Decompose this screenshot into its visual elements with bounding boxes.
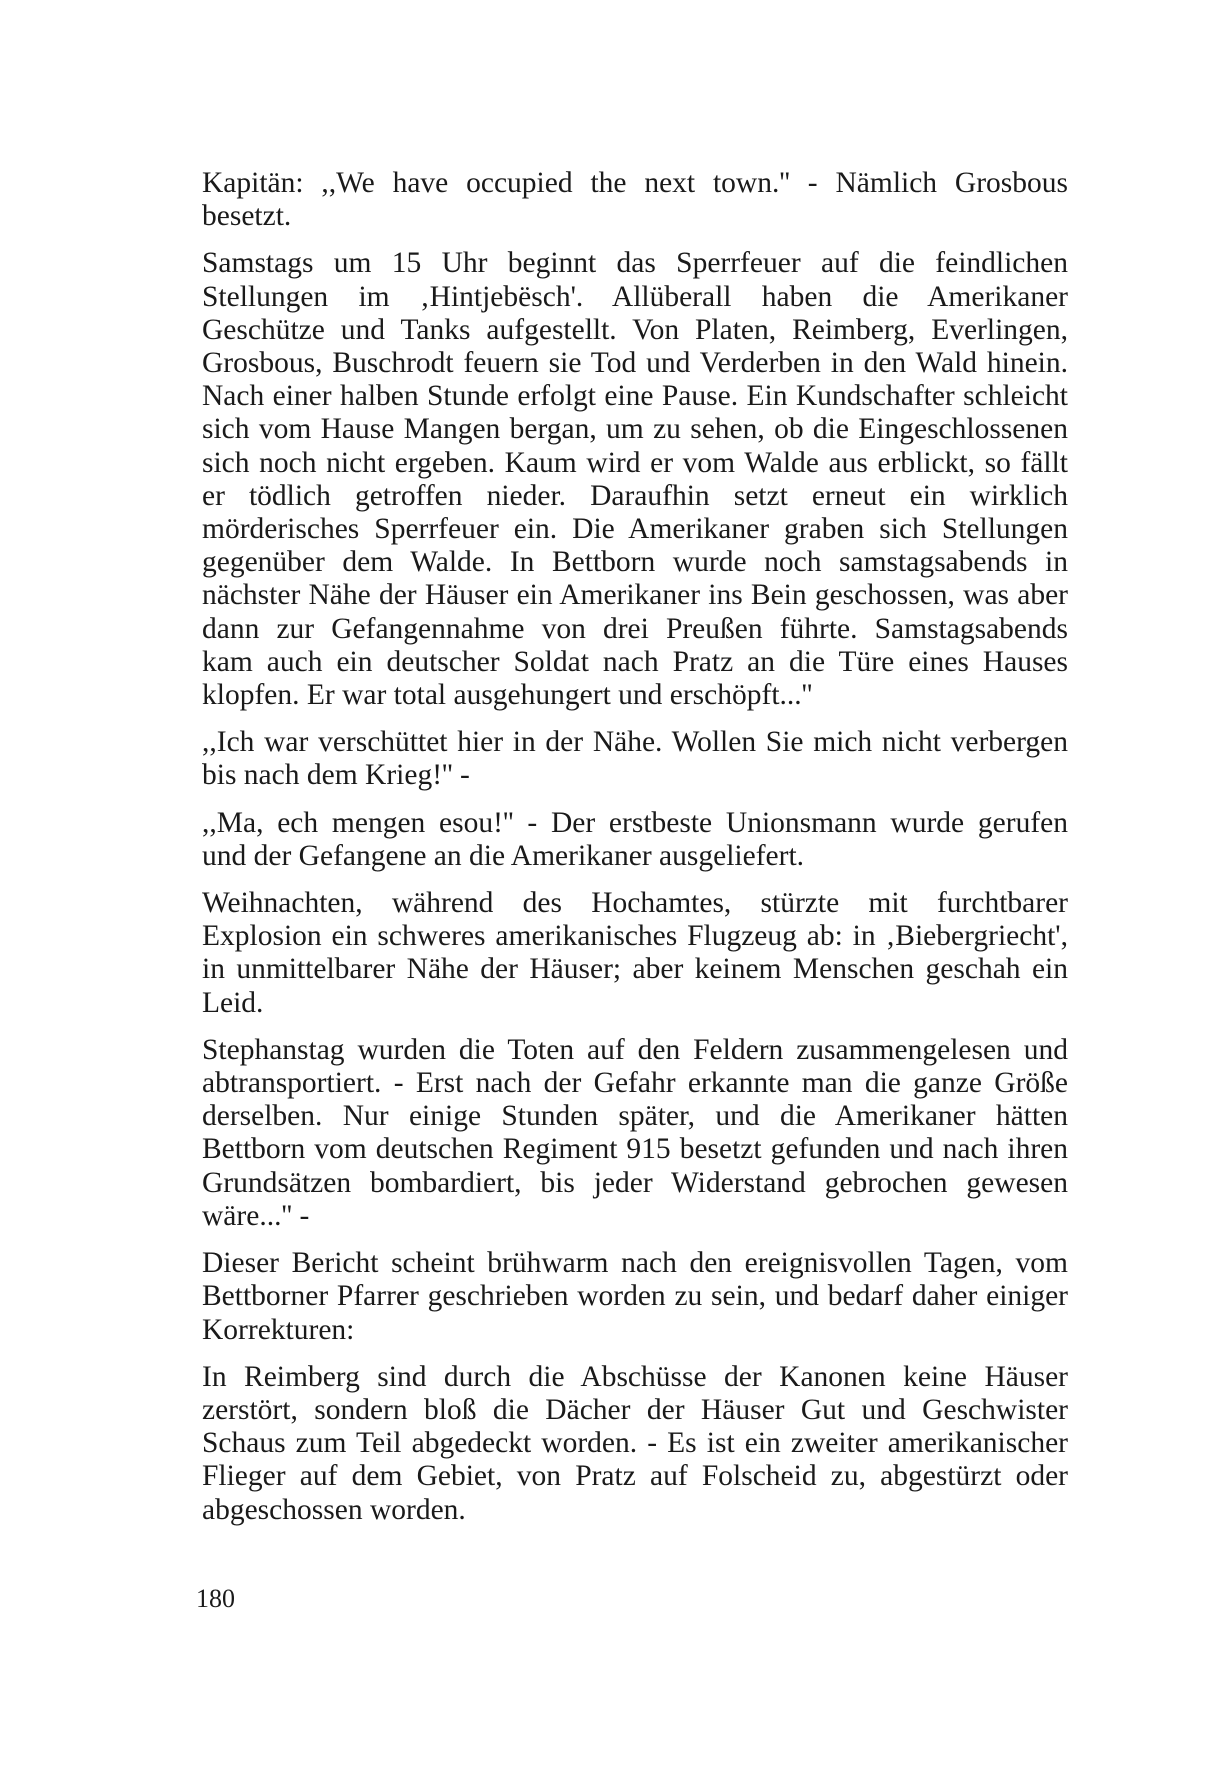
paragraph — [202, 247, 1068, 712]
text-line: kam auch ein deutscher Soldat nach Pratz an die Türe eines Hauses — [202, 645, 1068, 678]
text-line: ,,Ma, ech mengen esou!'' - Der erstbeste Unionsmann wurde gerufen — [202, 806, 1068, 839]
paragraph — [202, 1361, 1068, 1527]
text-line: Bettborner Pfarrer geschrieben worden zu sein, und bedarf daher einiger — [202, 1280, 1068, 1313]
text-line: Flieger auf dem Gebiet, von Pratz auf Folscheid zu, abgestürzt oder — [202, 1460, 1068, 1493]
text-line: mörderisches Sperrfeuer ein. Die Amerikaner graben sich Stellungen — [202, 513, 1068, 546]
text-line: wäre...'' - — [202, 1199, 310, 1232]
text-line: Leid. — [202, 986, 264, 1019]
body-text — [202, 167, 1068, 1541]
text-line: ,,Ich war verschüttet hier in der Nähe. Wollen Sie mich nicht verbergen — [202, 726, 1068, 759]
text-line: und der Gefangene an die Amerikaner ausgeliefert. — [202, 839, 805, 872]
text-line: zerstört, sondern bloß die Dächer der Häuser Gut und Geschwister — [202, 1393, 1068, 1426]
paragraph — [202, 1034, 1068, 1233]
text-line: Schaus zum Teil abgedeckt worden. - Es ist ein zweiter amerikanischer — [202, 1427, 1068, 1460]
text-line: Kapitän: ,,We have occupied the next town.'' - Nämlich Grosbous — [202, 167, 1068, 199]
paragraph — [202, 726, 1068, 792]
text-line: abtransportiert. - Erst nach der Gefahr erkannte man die ganze Größe — [202, 1067, 1068, 1100]
text-line: In Reimberg sind durch die Abschüsse der Kanonen keine Häuser — [202, 1360, 1068, 1393]
text-line: Korrekturen: — [202, 1313, 355, 1346]
paragraph — [202, 1247, 1068, 1347]
text-line: Dieser Bericht scheint brühwarm nach den ereignisvollen Tagen, vom — [202, 1247, 1068, 1280]
text-line: bis nach dem Krieg!'' - — [202, 759, 470, 792]
text-line: Weihnachten, während des Hochamtes, stürzte mit furchtbarer — [202, 887, 1068, 920]
text-line: dann zur Gefangennahme von drei Preußen führte. Samstagsabends — [202, 612, 1068, 645]
paragraph — [202, 807, 1068, 873]
text-line: er tödlich getroffen nieder. Daraufhin setzt erneut ein wirklich — [202, 479, 1068, 512]
text-line: klopfen. Er war total ausgehungert und erschöpft...'' — [202, 679, 813, 712]
text-line: nächster Nähe der Häuser ein Amerikaner ins Bein geschossen, was aber — [202, 579, 1068, 612]
paragraph — [202, 887, 1068, 1020]
text-line: Stellungen im ‚Hintjebësch'. Allüberall haben die Amerikaner — [202, 280, 1068, 313]
text-line: derselben. Nur einige Stunden später, und die Amerikaner hätten — [202, 1100, 1068, 1133]
text-line: sich noch nicht ergeben. Kaum wird er vom Walde aus erblickt, so fällt — [202, 446, 1068, 479]
text-line: gegenüber dem Walde. In Bettborn wurde noch samstagsabends in — [202, 546, 1068, 579]
text-line: Geschütze und Tanks aufgestellt. Von Platen, Reimberg, Everlingen, — [202, 313, 1068, 346]
text-line: Stephanstag wurden die Toten auf den Feldern zusammengelesen und — [202, 1033, 1068, 1066]
text-line: Bettborn vom deutschen Regiment 915 besetzt gefunden und nach ihren — [202, 1133, 1068, 1166]
text-line: Explosion ein schweres amerikanisches Flugzeug ab: in ‚Biebergriecht', — [202, 920, 1068, 953]
text-line: Grundsätzen bombardiert, bis jeder Widerstand gebrochen gewesen — [202, 1166, 1068, 1199]
text-line: Samstags um 15 Uhr beginnt das Sperrfeuer auf die feindlichen — [202, 247, 1068, 280]
text-line: sich vom Hause Mangen bergan, um zu sehen, ob die Eingeschlossenen — [202, 413, 1068, 446]
text-line: Nach einer halben Stunde erfolgt eine Pause. Ein Kundschafter schleicht — [202, 380, 1068, 413]
text-line: in unmittelbarer Nähe der Häuser; aber keinem Menschen geschah ein — [202, 953, 1068, 986]
text-line: abgeschossen worden. — [202, 1493, 466, 1526]
text-line: besetzt. — [202, 200, 292, 233]
paragraph — [202, 167, 1068, 233]
text-line: Grosbous, Buschrodt feuern sie Tod und Verderben in den Wald hinein. — [202, 347, 1068, 380]
page-number: 180 — [196, 1584, 235, 1613]
